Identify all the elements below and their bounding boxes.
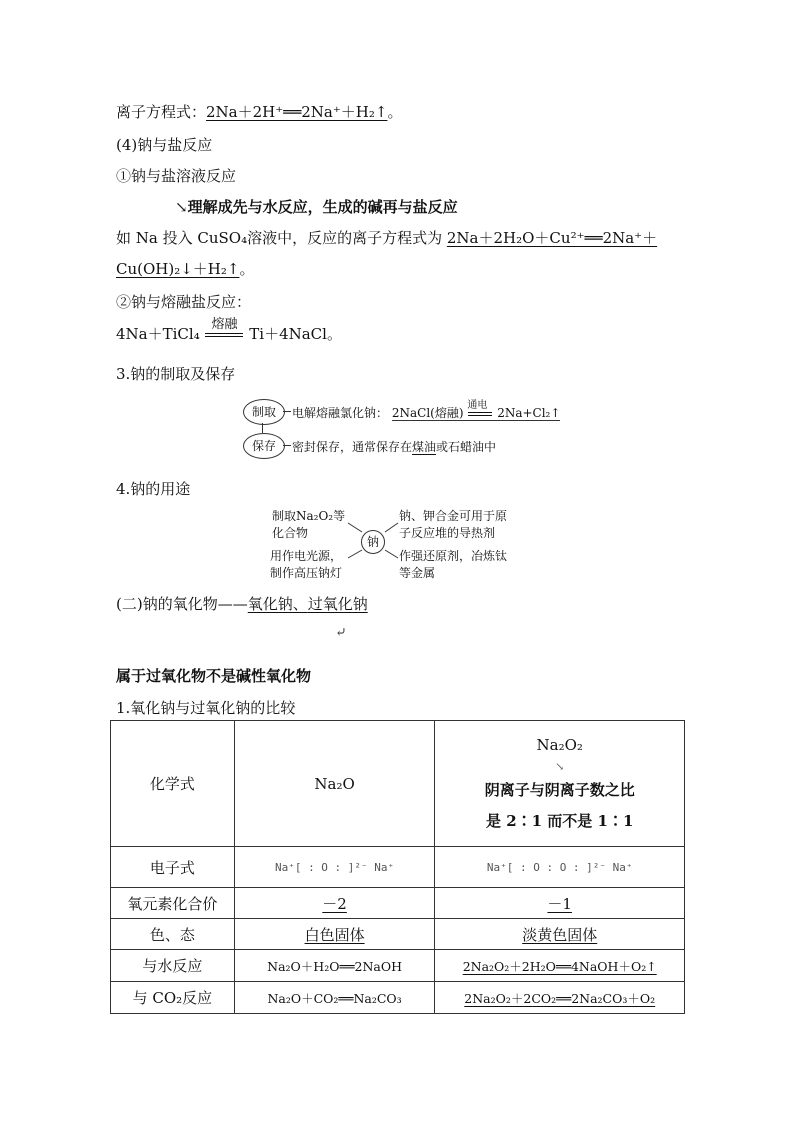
ionic-equation-line bbox=[116, 101, 402, 122]
table-row bbox=[111, 721, 685, 847]
use-bottom-right bbox=[399, 547, 507, 581]
cuso4-line bbox=[116, 227, 657, 248]
sodium-center: 钠 bbox=[361, 530, 385, 554]
heading-salt-solution: ①钠与盐溶液反应 bbox=[116, 167, 237, 185]
row-label: 化学式 bbox=[111, 721, 235, 847]
section-4-heading: 4.钠的用途 bbox=[116, 480, 191, 498]
make-cond-label: 通电 bbox=[467, 400, 488, 411]
section-3-heading: 3.钠的制取及保存 bbox=[116, 365, 236, 383]
peroxide-note: 属于过氧化物不是碱性氧化物 bbox=[116, 667, 312, 685]
section-1-heading: 1.氧化钠与过氧化钠的比较 bbox=[116, 699, 296, 717]
reaction-condition bbox=[204, 317, 244, 343]
use-bl-2: 制作高压钠灯 bbox=[270, 566, 343, 580]
na2o2-electron-formula: Na⁺[ : O : O : ]²⁻ Na⁺ bbox=[435, 847, 685, 888]
cuso4-equation-part2: Cu(OH)₂↓＋H₂↑ bbox=[116, 260, 240, 278]
na2o-water: Na₂O＋H₂O══2NaOH bbox=[234, 950, 435, 982]
table-row bbox=[111, 950, 685, 982]
hint-text: 理解成先与水反应，生成的碱再与盐反应 bbox=[187, 198, 458, 216]
row-label: 氧元素化合价 bbox=[111, 888, 235, 919]
curved-arrow-icon: ⤶ bbox=[335, 625, 347, 641]
make-eq-left: 2NaCl(熔融) bbox=[391, 406, 464, 420]
sec2-c: 过氧化钠 bbox=[307, 595, 368, 613]
na2o2-valence: －1 bbox=[547, 894, 572, 913]
na2o2-water: 2Na₂O₂＋2H₂O══4NaOH＋O₂↑ bbox=[462, 958, 657, 974]
table-row bbox=[111, 847, 685, 888]
down-arrow-icon: ↘ bbox=[555, 760, 565, 773]
arrow-line bbox=[348, 523, 362, 532]
table-row bbox=[111, 919, 685, 950]
na2o2-appearance: 淡黄色固体 bbox=[522, 925, 598, 944]
molten-equation bbox=[116, 317, 342, 344]
molten-reactants: 4Na＋TiCl₄ bbox=[116, 325, 200, 343]
section-oxides-heading bbox=[116, 593, 368, 614]
use-tl-2: 化合物 bbox=[272, 526, 309, 540]
equals-sign bbox=[205, 333, 243, 337]
connector-line bbox=[262, 423, 263, 433]
ratio-note-1: 阴离子与阴离子数之比 bbox=[484, 781, 635, 799]
comparison-table bbox=[110, 720, 685, 1014]
period: 。 bbox=[387, 103, 403, 121]
keep-description bbox=[292, 438, 496, 455]
make-text: 电解熔融氯化钠： bbox=[292, 406, 389, 420]
molten-products: Ti＋4NaCl。 bbox=[249, 325, 342, 343]
na2o-electron-formula: Na⁺[ : O : ]²⁻ Na⁺ bbox=[234, 847, 435, 888]
na2o2-formula: Na₂O₂ bbox=[536, 736, 583, 754]
cuso4-intro: 如 Na 投入 CuSO₄溶液中，反应的离子方程式为 bbox=[116, 229, 443, 247]
na2o2-co2: 2Na₂O₂＋2CO₂══2Na₂CO₃＋O₂ bbox=[464, 990, 656, 1006]
heading-salt-reaction: (4)钠与盐反应 bbox=[116, 136, 213, 154]
row-label: 电子式 bbox=[111, 847, 235, 888]
keep-oil: 煤油 bbox=[412, 440, 437, 454]
cuso4-equation-part1: 2Na＋2H₂O＋Cu²⁺══2Na⁺＋ bbox=[446, 229, 658, 247]
sec2-b: 氧化钠、 bbox=[247, 595, 308, 613]
oval-make: 制取 bbox=[243, 399, 285, 425]
use-top-right bbox=[399, 507, 507, 541]
row-label: 与水反应 bbox=[111, 950, 235, 982]
use-top-left bbox=[272, 507, 345, 541]
heading-molten-salt: ②钠与熔融盐反应： bbox=[116, 293, 252, 311]
hint-note bbox=[175, 196, 458, 217]
condition-label: 熔融 bbox=[211, 317, 238, 332]
use-tr-2: 子反应堆的导热剂 bbox=[399, 526, 496, 540]
keep-text-a: 密封保存，通常保存在 bbox=[292, 440, 413, 454]
sec2-a: (二)钠的氧化物—— bbox=[116, 595, 248, 613]
na2o-valence: －2 bbox=[322, 894, 347, 913]
connector-line bbox=[283, 411, 291, 412]
oval-keep: 保存 bbox=[243, 433, 285, 459]
na2o2-formula-cell bbox=[435, 721, 685, 847]
row-label: 色、态 bbox=[111, 919, 235, 950]
arrow-line bbox=[385, 550, 398, 558]
keep-text-b: 或石蜡油中 bbox=[436, 440, 497, 454]
connector-line bbox=[283, 445, 291, 446]
na2o-co2: Na₂O＋CO₂══Na₂CO₃ bbox=[234, 982, 435, 1014]
make-equation bbox=[391, 400, 561, 421]
ionic-equation: 2Na＋2H⁺══2Na⁺＋H₂↑ bbox=[206, 103, 388, 121]
use-tl-1: 制取Na₂O₂等 bbox=[272, 509, 346, 523]
make-condition bbox=[467, 400, 493, 420]
na2o-formula: Na₂O bbox=[234, 721, 435, 847]
make-description bbox=[292, 400, 561, 421]
row-label: 与 CO₂反应 bbox=[111, 982, 235, 1014]
use-bottom-left bbox=[270, 547, 342, 581]
use-br-1: 作强还原剂，冶炼钛 bbox=[399, 549, 508, 563]
make-eq-right: 2Na+Cl₂↑ bbox=[497, 406, 561, 420]
table-row bbox=[111, 982, 685, 1014]
ratio-note-2: 是 2∶1 而不是 1∶1 bbox=[485, 812, 634, 830]
arrow-line bbox=[348, 550, 362, 558]
use-bl-1: 用作电光源， bbox=[270, 549, 343, 563]
arrow-line bbox=[385, 523, 398, 532]
use-tr-1: 钠、钾合金可用于原 bbox=[399, 509, 508, 523]
ionic-label: 离子方程式： bbox=[116, 103, 207, 121]
use-br-2: 等金属 bbox=[399, 566, 436, 580]
equals-sign bbox=[468, 412, 492, 416]
na2o-appearance: 白色固体 bbox=[304, 925, 365, 944]
cuso4-line2 bbox=[116, 258, 254, 279]
arrow-icon: ↘ bbox=[175, 198, 188, 216]
uses-arrows bbox=[340, 518, 410, 564]
table-row bbox=[111, 888, 685, 919]
period: 。 bbox=[239, 260, 255, 278]
